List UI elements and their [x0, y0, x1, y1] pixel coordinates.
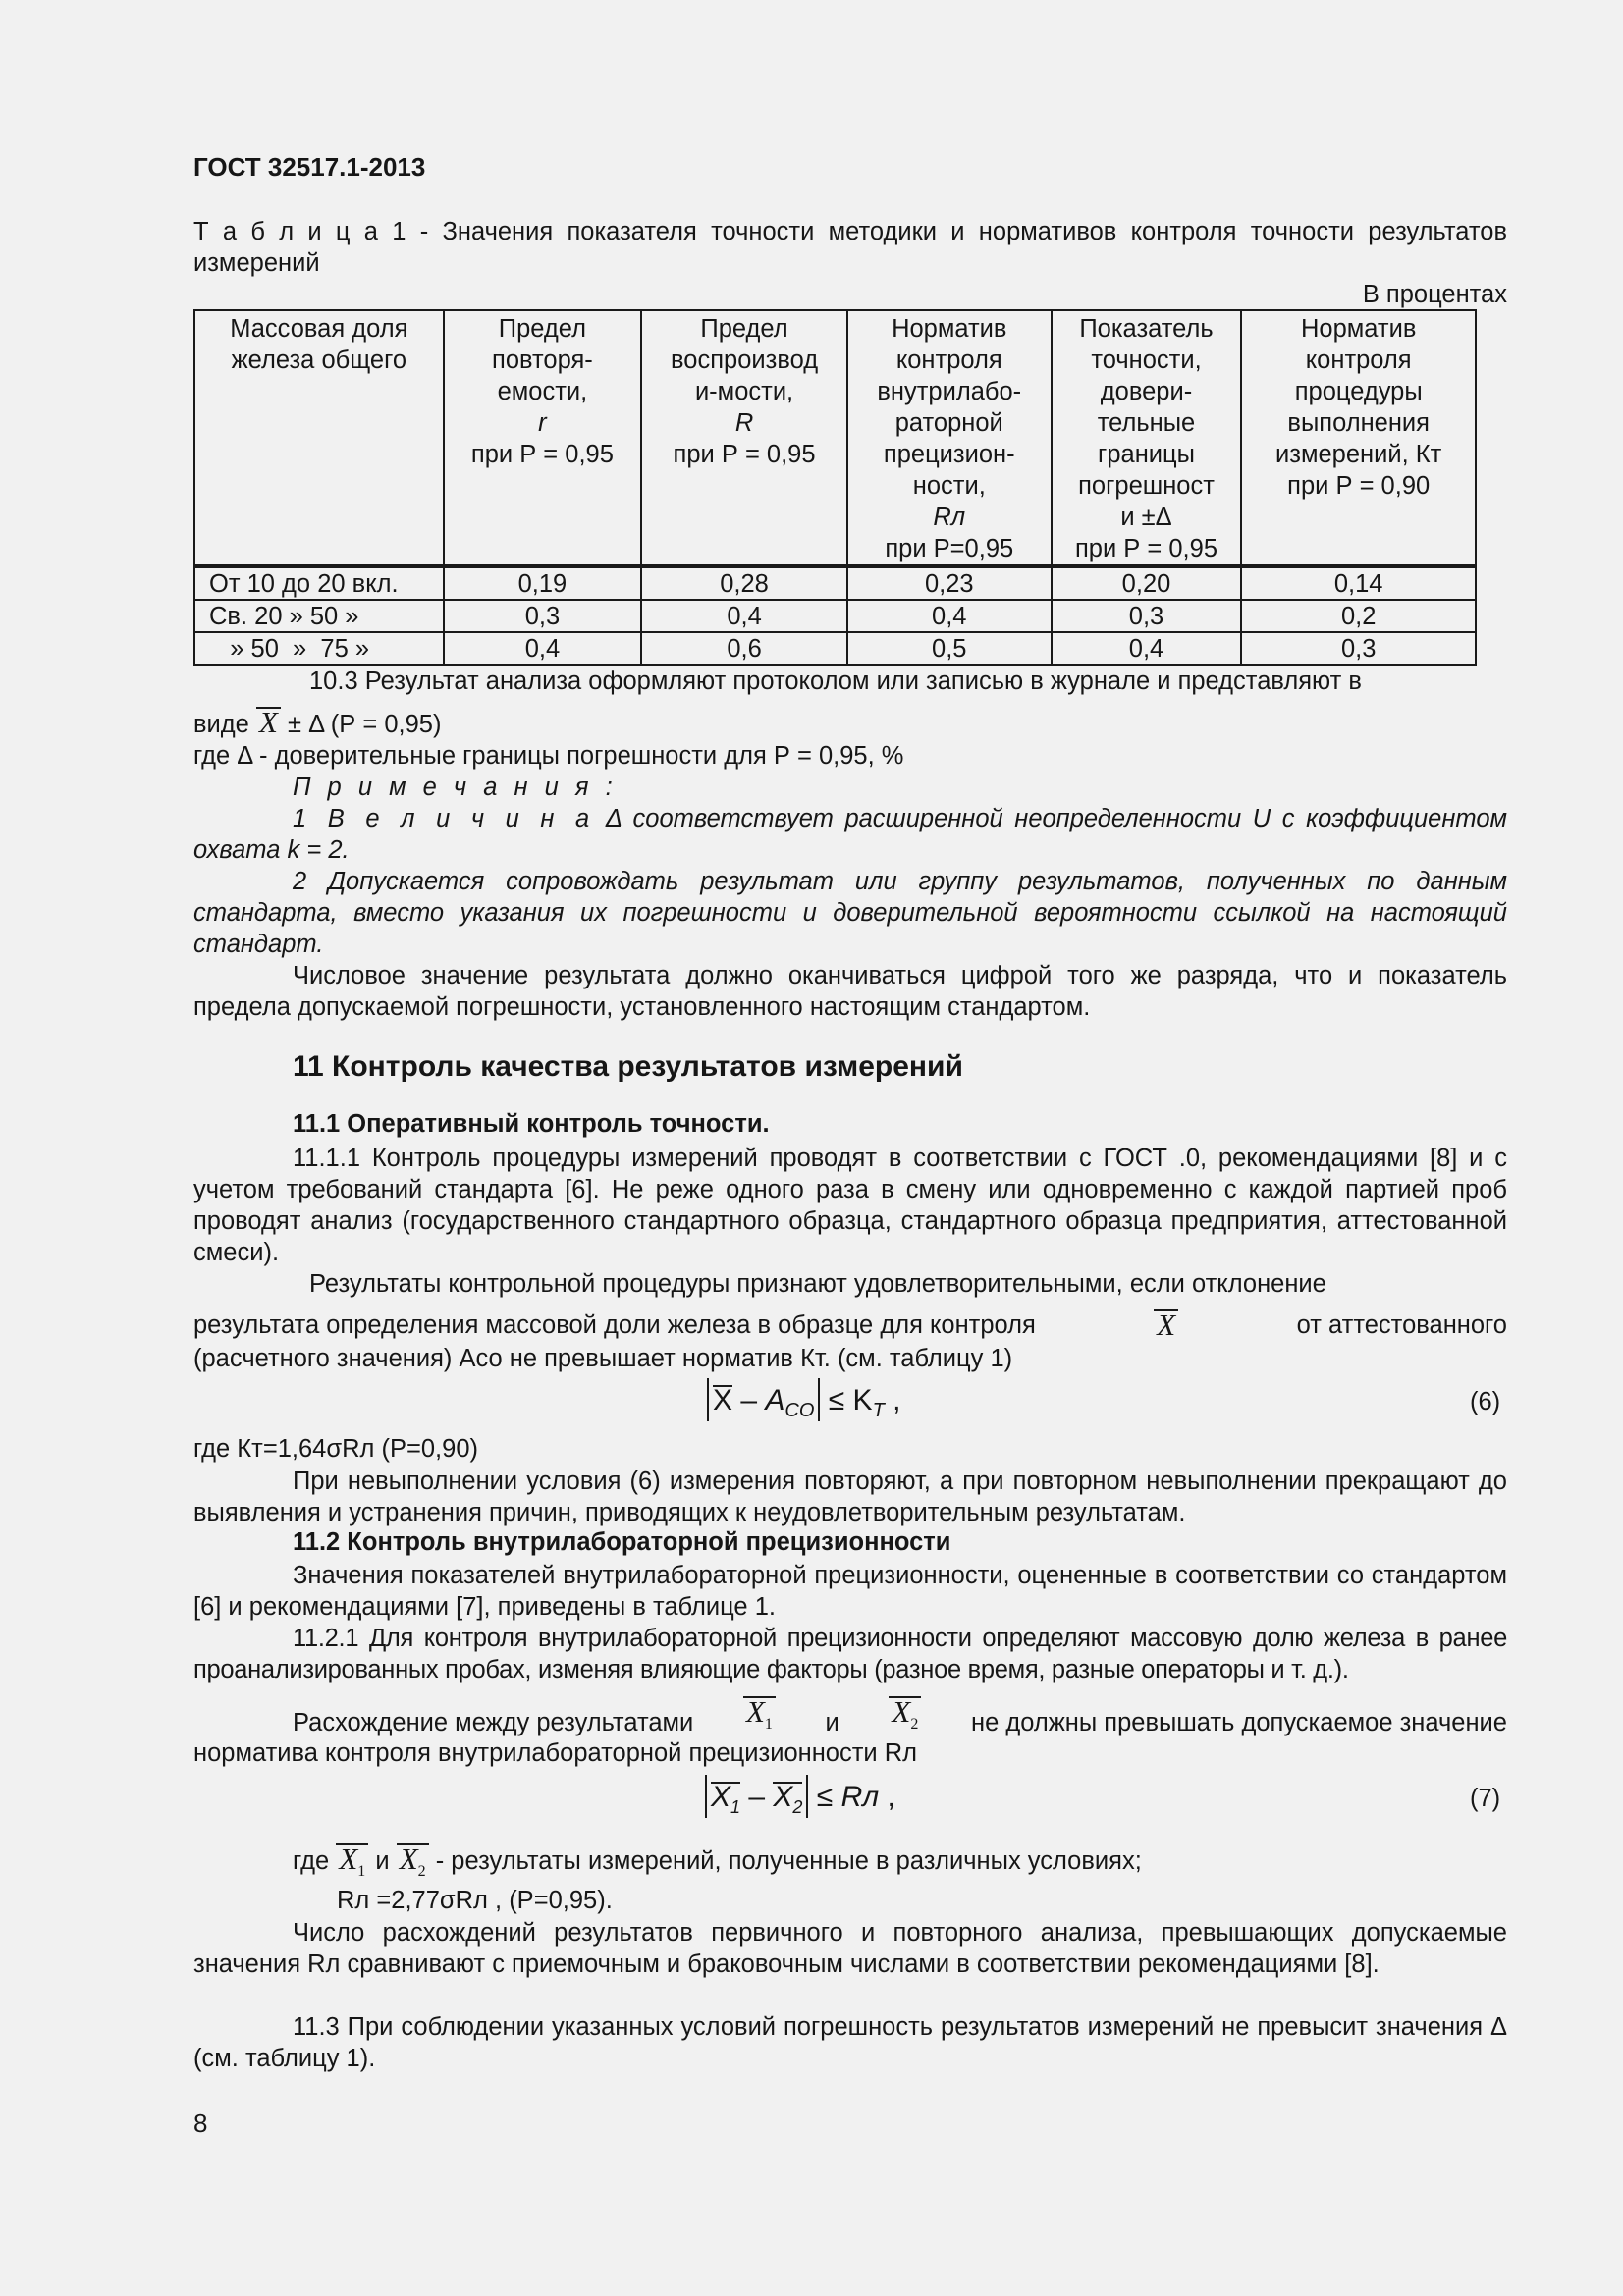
table-cell: 0,19 — [444, 566, 642, 600]
table-cell: 0,5 — [847, 632, 1052, 665]
header-line: емости, — [497, 378, 588, 405]
note-2: 2 Допускается сопровождать результат или группу результатов, полученных по данным стандарта, вместо указания их погрешности и доверительной вероятности ссылкой на настоящий стандарт. — [193, 868, 1507, 958]
header-line: при Р = 0,90 — [1287, 472, 1431, 500]
x2-subscript: 2 — [910, 1716, 919, 1734]
equation-number-7: (7) — [1470, 1785, 1501, 1812]
results-line-2b: от аттестованного — [1296, 1311, 1507, 1339]
table-caption-text: Значения показателя точности методики и нормативов контроля точности результатов измерений — [193, 218, 1507, 277]
a-symbol: A — [765, 1384, 785, 1416]
relation: ≤ Rл — [816, 1781, 880, 1813]
where-suffix: - результаты измерений, полученные в различных условиях; — [435, 1847, 1142, 1875]
x1-subscript: 1 — [730, 1797, 741, 1817]
header-line: повторя- — [492, 347, 593, 374]
x2-letter: X — [892, 1694, 911, 1729]
kt-definition: где Кт=1,64σRл (Р=0,90) — [193, 1435, 478, 1463]
count-para: Число расхождений результатов первичного и повторного анализа, превышающих допускаемые значения Rл сравнивают с приемочным и браковочным числами в соответствии рекомендациями [8]. — [193, 1919, 1507, 1978]
header-line: точности, — [1091, 347, 1202, 374]
table-cell: 0,6 — [641, 632, 847, 665]
table-cell: 0,4 — [847, 600, 1052, 632]
header-line: ности, — [912, 472, 986, 500]
x-mean: X — [713, 1384, 733, 1416]
table-cell: 0,28 — [641, 566, 847, 600]
where-and: и — [375, 1847, 390, 1875]
para-11-1-1: 11.1.1 Контроль процедуры измерений проводят в соответствии с ГОСТ .0, рекомендациями [8] и с учетом требований стандарта [6]. Не реже одного раза в смену или одновременно с каждой партией проб проводят анализ (государственного стандартного образца, стандартного образца предприятия, аттестованной смеси). — [193, 1145, 1507, 1266]
x2-subscript: 2 — [792, 1797, 803, 1817]
minus-sign: – — [740, 1384, 758, 1416]
header-line: и-мости, — [694, 378, 794, 405]
formula-7 — [705, 1775, 895, 1818]
divergence-text-b: не должны превышать допускаемое значение — [971, 1709, 1507, 1737]
x1-subscript: 1 — [357, 1863, 366, 1881]
divergence-line-2: норматива контроля внутрилабораторной прецизионности Rл — [193, 1739, 918, 1767]
header-line: прецизион- — [883, 441, 1015, 468]
x1-symbol — [336, 1843, 368, 1886]
table-1 — [193, 309, 1477, 666]
table-cell: 0,2 — [1241, 600, 1476, 632]
header-line: измерений, Кт — [1275, 441, 1442, 468]
results-line-1: Результаты контрольной процедуры признают удовлетворительными, если отклонение — [309, 1270, 1326, 1298]
header-line: железа общего — [231, 347, 407, 374]
table-cell: 0,3 — [444, 600, 642, 632]
header-line: погрешност — [1078, 472, 1215, 500]
header-line: при Р = 0,95 — [470, 441, 614, 468]
x1-subscript: 1 — [764, 1716, 773, 1734]
header-line: r — [538, 409, 547, 437]
delta-definition: где Δ - доверительные границы погрешности для Р = 0,95, % — [193, 742, 904, 770]
header-line: и ±Δ — [1120, 504, 1172, 531]
minus-sign: – — [748, 1781, 766, 1813]
header-line: Rл — [933, 504, 966, 531]
header-line: Предел — [700, 315, 788, 343]
x-mean-symbol: X — [256, 707, 281, 736]
document-code: ГОСТ 32517.1-2013 — [193, 152, 426, 182]
table-row — [194, 566, 1476, 600]
rl-definition: Rл =2,77σRл , (Р=0,95). — [337, 1887, 613, 1914]
a-subscript: CO — [784, 1400, 815, 1421]
header-line: внутрилабо- — [877, 378, 1022, 405]
note-1-lead: 1 В е л и ч и н а — [293, 805, 595, 832]
table-cell: 0,3 — [1241, 632, 1476, 665]
divergence-line-1 — [293, 1696, 1507, 1738]
k-subscript: T — [872, 1400, 885, 1421]
x2-letter: X — [773, 1781, 793, 1813]
vide-suffix: ± Δ (Р = 0,95) — [287, 711, 442, 738]
formula-6 — [707, 1378, 900, 1422]
x1-mean — [711, 1782, 740, 1821]
para-11-2-1: 11.2.1 Для контроля внутрилабораторной прецизионности определяют массовую долю железа в ранее проанализированных пробах, изменяя влияющие факторы (разное время, разные операторы и т. д.). — [193, 1625, 1507, 1683]
header-reproducibility — [641, 310, 847, 566]
absolute-value — [705, 1775, 808, 1818]
x2-symbol — [397, 1843, 429, 1886]
table-caption — [193, 216, 1507, 279]
note-1-text: Δ соответствует расширенной неопределенности U с коэффициентом охвата k = 2. — [193, 805, 1507, 864]
table-row — [194, 632, 1476, 665]
x-mean-symbol: X — [1154, 1309, 1178, 1341]
failure-para: При невыполнении условия (6) измерения повторяют, а при повторном невыполнении прекращают до выявления и устранения причин, приводящих к неудовлетворительным результатам. — [193, 1468, 1507, 1526]
header-line: границы — [1098, 441, 1195, 468]
header-line: Норматив — [1300, 315, 1417, 343]
para-10-3-line1: 10.3 Результат анализа оформляют протоколом или записью в журнале и представляют в — [309, 667, 1362, 695]
header-line: Показатель — [1079, 315, 1214, 343]
header-line: тельные — [1097, 409, 1196, 437]
header-line: контроля — [895, 347, 1002, 374]
header-line: при Р = 0,95 — [1074, 535, 1218, 562]
divergence-text-a: Расхождение между результатами — [293, 1709, 694, 1737]
x2-letter: X — [399, 1842, 418, 1876]
notes-label: П р и м е ч а н и я : — [293, 774, 618, 801]
header-line: Массовая доля — [230, 315, 408, 343]
x1-symbol — [743, 1696, 776, 1738]
where-prefix: где — [293, 1847, 330, 1875]
table-cell: 0,23 — [847, 566, 1052, 600]
x2-subscript: 2 — [417, 1863, 426, 1881]
table-cell: 0,4 — [444, 632, 642, 665]
page-number: 8 — [193, 2109, 208, 2138]
header-line: Норматив — [892, 315, 1007, 343]
relation: ≤ K — [828, 1384, 873, 1416]
header-line: выполнения — [1287, 409, 1430, 437]
note-1 — [193, 803, 1507, 866]
x1-letter: X — [339, 1842, 358, 1876]
x2-mean — [773, 1782, 802, 1821]
header-line: при Р=0,95 — [885, 535, 1014, 562]
header-accuracy — [1052, 310, 1242, 566]
table-row — [194, 600, 1476, 632]
header-line: воспроизвод — [671, 347, 819, 374]
table-cell: 0,4 — [641, 600, 847, 632]
table-units: В процентах — [1362, 281, 1507, 308]
table-caption-label: Т а б л и ц а 1 - — [193, 218, 429, 245]
header-line: процедуры — [1294, 378, 1423, 405]
header-line: R — [734, 409, 754, 437]
header-line: при Р = 0,95 — [673, 441, 816, 468]
results-line-2 — [193, 1309, 1507, 1341]
formula-tail: , — [879, 1781, 895, 1813]
numeric-value-para: Числовое значение результата должно оканчиваться цифрой того же разряда, что и показатель предела допускаемой погрешности, установленного настоящим стандартом. — [193, 962, 1507, 1021]
table-cell: От 10 до 20 вкл. — [194, 566, 444, 600]
table-cell: 0,14 — [1241, 566, 1476, 600]
x1-letter: X — [711, 1781, 731, 1813]
table-cell: 0,3 — [1052, 600, 1242, 632]
results-line-2a: результата определения массовой доли железа в образце для контроля — [193, 1311, 1036, 1339]
section-11-title: 11 Контроль качества результатов измерений — [293, 1050, 963, 1083]
para-11-2-intro: Значения показателей внутрилабораторной прецизионности, оцененные в соответствии со стандартом [6] и рекомендациями [7], приведены в таблице 1. — [193, 1562, 1507, 1621]
table-cell: 0,20 — [1052, 566, 1242, 600]
table-cell: » 50 » 75 » — [194, 632, 444, 665]
para-10-3-vide — [193, 707, 1507, 740]
header-line: довери- — [1100, 378, 1193, 405]
table-cell: 0,4 — [1052, 632, 1242, 665]
header-repeatability — [444, 310, 642, 566]
header-line: Предел — [498, 315, 587, 343]
header-intralab-precision — [847, 310, 1052, 566]
formula-tail: , — [884, 1384, 901, 1416]
x1-letter: X — [745, 1694, 765, 1729]
divergence-and: и — [825, 1709, 839, 1737]
table-cell: Св. 20 » 50 » — [194, 600, 444, 632]
section-11-2-title: 11.2 Контроль внутрилабораторной прецизионности — [293, 1528, 951, 1556]
results-line-3: (расчетного значения) Асо не превышает норматив Кт. (см. таблицу 1) — [193, 1345, 1013, 1372]
equation-number-6: (6) — [1470, 1388, 1501, 1415]
header-line: раторной — [894, 409, 1003, 437]
section-11-1-title: 11.1 Оперативный контроль точности. — [293, 1110, 770, 1138]
header-mass-fraction — [194, 310, 444, 566]
header-line: контроля — [1305, 347, 1412, 374]
absolute-value — [707, 1378, 820, 1421]
table-header-row — [194, 310, 1476, 566]
where-x1-x2 — [293, 1843, 1142, 1886]
vide-prefix: виде — [193, 711, 249, 738]
x2-symbol — [889, 1696, 921, 1738]
header-procedure-control — [1241, 310, 1476, 566]
para-11-3: 11.3 При соблюдении указанных условий погрешность результатов измерений не превысит значения Δ (см. таблицу 1). — [193, 2013, 1507, 2072]
